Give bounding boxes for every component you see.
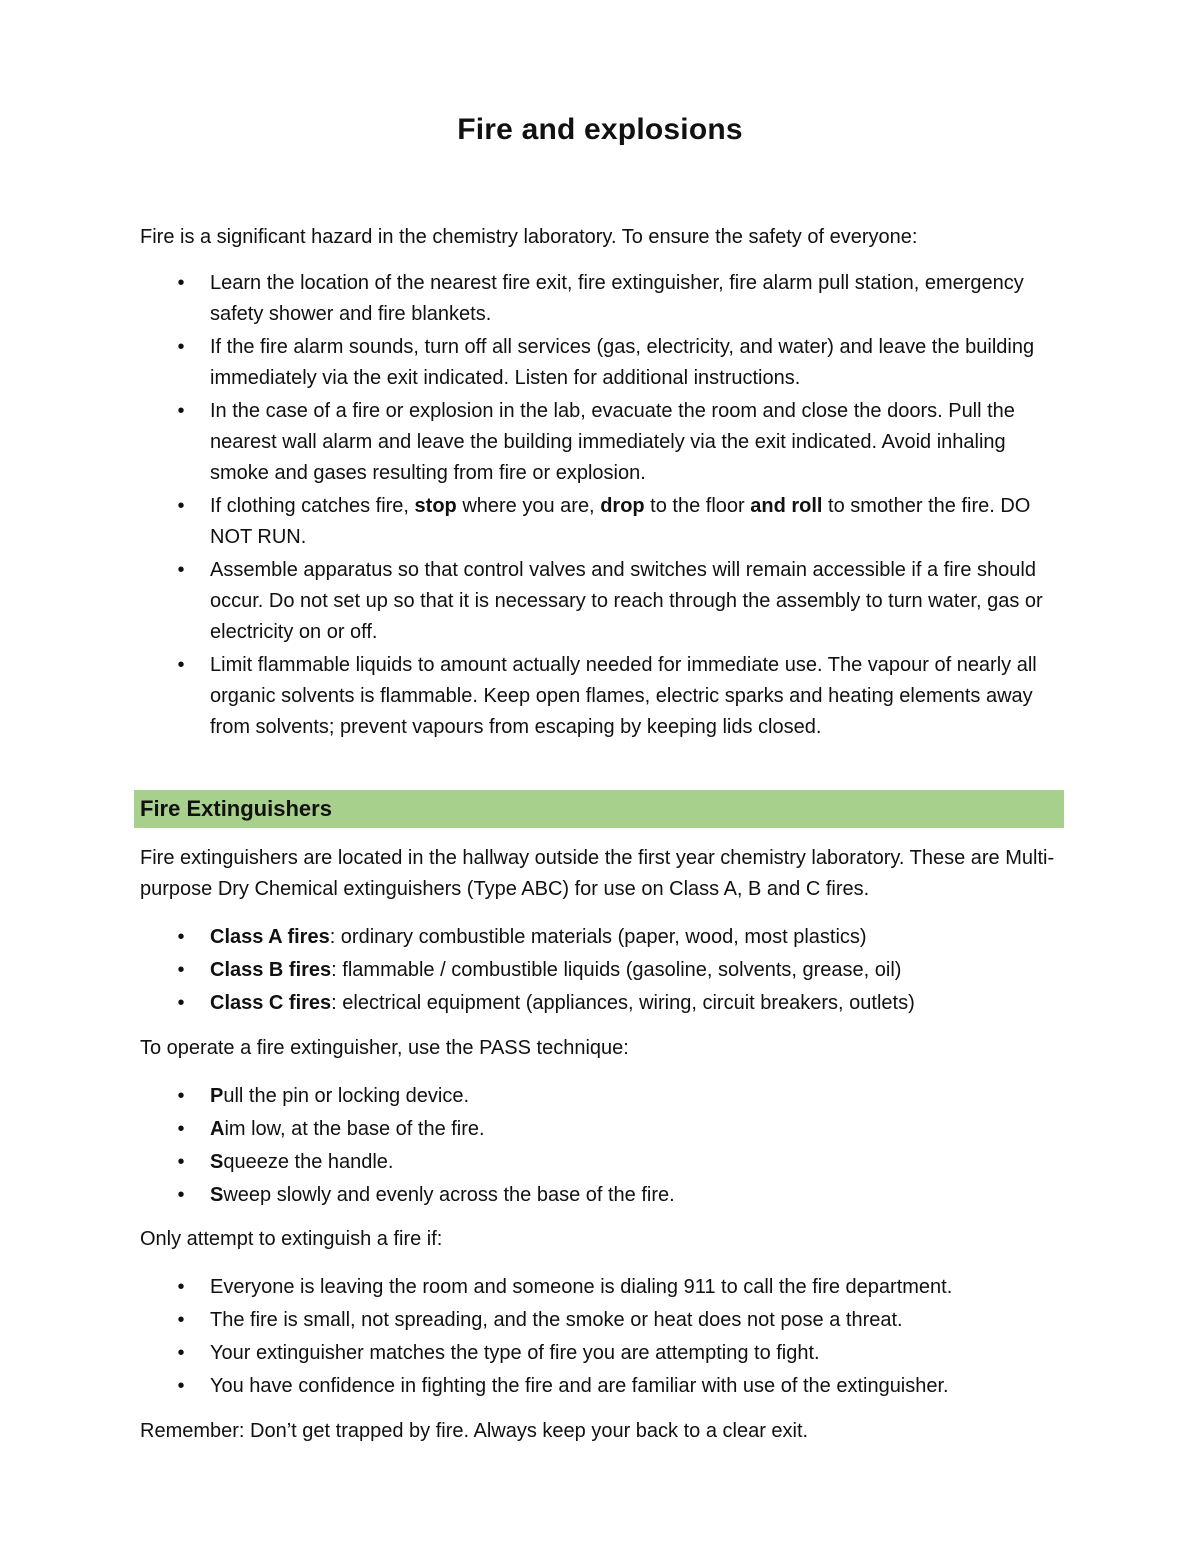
bullet-icon: • <box>177 495 185 517</box>
list-item: • In the case of a fire or explosion in the lab, evacuate the room and close the doors. Pull the nearest wall alarm and leave the building immediately via the exit indicated. Avoid inhaling smoke and gases resulting from fire or explosion. <box>140 396 1070 489</box>
list-item: • Class B fires: flammable / combustible liquids (gasoline, solvents, grease, oil) <box>140 955 1070 986</box>
bullet-icon: • <box>177 992 185 1014</box>
safety-list <box>140 268 1070 745</box>
intro-paragraph: Fire is a significant hazard in the chemistry laboratory. To ensure the safety of everyone: <box>140 226 918 248</box>
pass-letter: A <box>210 1118 225 1140</box>
bullet-icon: • <box>177 1276 185 1298</box>
list-item: • Learn the location of the nearest fire exit, fire extinguisher, fire alarm pull station, emergency safety shower and fire blankets. <box>140 268 1070 330</box>
list-item: • Assemble apparatus so that control valves and switches will remain accessible if a fire should occur. Do not set up so that it is necessary to reach through the assembly to turn water, gas or electricity on or off. <box>140 555 1070 648</box>
bullet-icon: • <box>177 959 185 981</box>
bullet-icon: • <box>177 1309 185 1331</box>
attempt-intro-paragraph: Only attempt to extinguish a fire if: <box>140 1228 443 1250</box>
list-item: • Aim low, at the base of the fire. <box>140 1114 1070 1145</box>
list-item: • Class A fires: ordinary combustible materials (paper, wood, most plastics) <box>140 922 1070 953</box>
pass-letter: P <box>210 1085 224 1107</box>
list-item: • You have confidence in fighting the fire and are familiar with use of the extinguisher. <box>140 1371 1070 1402</box>
list-item: • Sweep slowly and evenly across the base of the fire. <box>140 1180 1070 1211</box>
attempt-conditions-list <box>140 1272 1070 1404</box>
list-item: • Pull the pin or locking device. <box>140 1081 1070 1112</box>
class-label: Class B fires <box>210 959 332 981</box>
list-item: • If the fire alarm sounds, turn off all services (gas, electricity, and water) and leave the building immediately via the exit indicated. Listen for additional instructions. <box>140 332 1070 394</box>
list-item: • Limit flammable liquids to amount actually needed for immediate use. The vapour of nearly all organic solvents is flammable. Keep open flames, electric sparks and heating elements away from solvents; prevent vapours from escaping by keeping lids closed. <box>140 650 1070 743</box>
extinguisher-intro-paragraph: Fire extinguishers are located in the hallway outside the first year chemistry laboratory. These are Multi-purpose Dry Chemical extinguishers (Type ABC) for use on Class A, B and C fires. <box>140 847 1055 900</box>
bullet-icon: • <box>177 272 185 294</box>
fire-classes-list <box>140 922 1070 1021</box>
list-item: • Class C fires: electrical equipment (appliances, wiring, circuit breakers, outlets) <box>140 988 1070 1019</box>
bullet-icon: • <box>177 559 185 581</box>
bullet-icon: • <box>177 926 185 948</box>
list-item: • Everyone is leaving the room and someone is dialing 911 to call the fire department. <box>140 1272 1070 1303</box>
list-item: • Your extinguisher matches the type of fire you are attempting to fight. <box>140 1338 1070 1369</box>
pass-steps-list <box>140 1081 1070 1213</box>
pass-letter: S <box>210 1151 224 1173</box>
bullet-icon: • <box>177 400 185 422</box>
pass-intro-paragraph: To operate a fire extinguisher, use the PASS technique: <box>140 1037 629 1059</box>
class-label: Class A fires <box>210 926 330 948</box>
emphasis-drop: drop <box>600 495 645 517</box>
emphasis-roll: and roll <box>750 495 823 517</box>
emphasis-stop: stop <box>414 495 457 517</box>
list-item: • The fire is small, not spreading, and the smoke or heat does not pose a threat. <box>140 1305 1070 1336</box>
list-item: • If clothing catches fire, stop where you are, drop to the floor and roll to smother the fire. DO NOT RUN. <box>140 491 1070 553</box>
bullet-icon: • <box>177 654 185 676</box>
bullet-icon: • <box>177 1151 185 1173</box>
bullet-icon: • <box>177 1085 185 1107</box>
section-heading-fire-extinguishers <box>134 790 1064 828</box>
bullet-icon: • <box>177 1118 185 1140</box>
remember-paragraph: Remember: Don’t get trapped by fire. Always keep your back to a clear exit. <box>140 1420 809 1442</box>
bullet-icon: • <box>177 1375 185 1397</box>
class-label: Class C fires <box>210 992 332 1014</box>
bullet-icon: • <box>177 336 185 358</box>
pass-letter: S <box>210 1184 224 1206</box>
bullet-icon: • <box>177 1184 185 1206</box>
list-item: • Squeeze the handle. <box>140 1147 1070 1178</box>
section-heading-label: Fire Extinguishers <box>140 796 332 821</box>
page-title: Fire and explosions <box>457 113 743 146</box>
bullet-icon: • <box>177 1342 185 1364</box>
